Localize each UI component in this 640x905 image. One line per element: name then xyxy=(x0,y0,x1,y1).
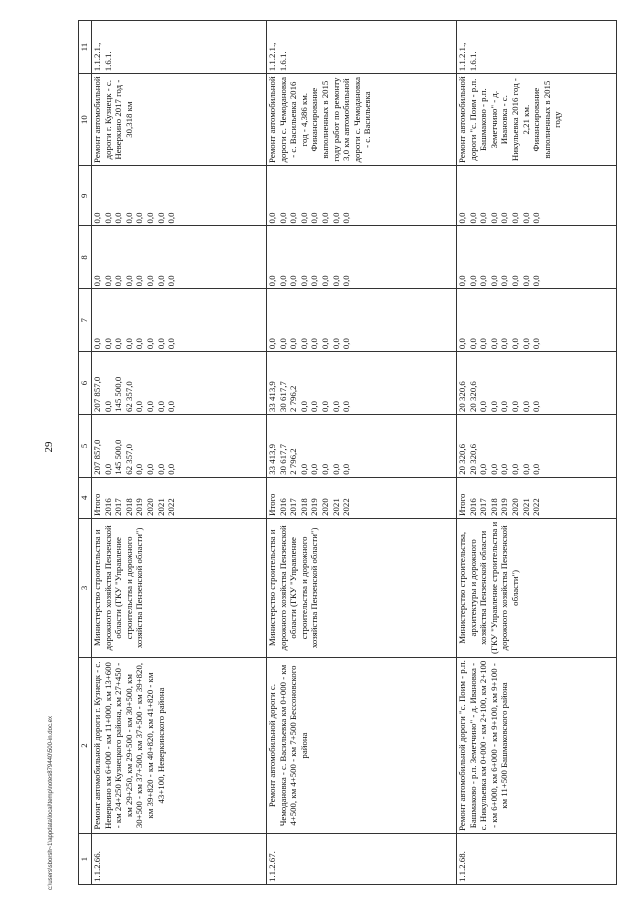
total-values xyxy=(457,414,617,477)
value-cell: 0,0 xyxy=(309,338,320,350)
local-values xyxy=(267,226,457,289)
column-number: 5 xyxy=(79,414,92,477)
value-cell: 30 617,7 xyxy=(277,381,288,412)
value-cell: 0,0 xyxy=(113,212,124,224)
local-values xyxy=(92,226,267,289)
year-cell: 2020 xyxy=(144,498,155,516)
value-cell: 0,0 xyxy=(499,212,510,224)
year-cell: 2019 xyxy=(499,498,510,516)
footer-file-path: c:\users\sborsh~1\appdata\local\temp\notes879440\500-in.doc.ex xyxy=(48,716,54,890)
value-cell: 0,0 xyxy=(102,400,113,412)
value-cell: 0,0 xyxy=(155,212,166,224)
value-cell: 0,0 xyxy=(531,400,542,412)
value-cell: 0,0 xyxy=(134,275,145,287)
value-cell: 207 857,0 xyxy=(92,376,102,412)
federal-values xyxy=(267,289,457,352)
value-cell: 0,0 xyxy=(488,463,499,475)
value-cell: 0,0 xyxy=(155,400,166,412)
year-cell: 2016 xyxy=(277,498,288,516)
value-cell: 0,0 xyxy=(341,463,352,475)
row-id: 1.1.2.66. xyxy=(92,834,267,885)
value-cell: 0,0 xyxy=(92,275,102,287)
value-cell: 145 500,0 xyxy=(113,439,124,475)
value-cell: 0,0 xyxy=(467,275,478,287)
value-cell: 0,0 xyxy=(499,338,510,350)
local-values xyxy=(457,226,617,289)
value-cell: 0,0 xyxy=(319,212,330,224)
year-cell: 2021 xyxy=(330,498,341,516)
value-cell: 0,0 xyxy=(144,275,155,287)
value-cell: 0,0 xyxy=(330,338,341,350)
row-executor: Министерство строительства, архитектуры и дорожного хозяйства Пензенской области (ГКУ "Управление строительства и дорожного хозяйства Пензенской области") xyxy=(457,518,617,657)
column-number: 6 xyxy=(79,352,92,415)
value-cell: 0,0 xyxy=(478,463,489,475)
value-cell: 145 500,0 xyxy=(113,376,124,412)
value-cell: 0,0 xyxy=(488,400,499,412)
value-cell: 0,0 xyxy=(499,400,510,412)
table-row xyxy=(92,21,267,885)
other-values xyxy=(457,166,617,226)
row-description: Ремонт автомобильной дороги "с. Поим - р.п. Башмаково - р.п. Земетчино" - д. Ивановка - с. Никульевка км 0+000 - км 2+100, км 2+100 - км 6+000, км 6+000 - км 9+100, км 9+100 - км 11+500 Башмаковского района xyxy=(457,657,617,833)
value-cell: 62 357,0 xyxy=(123,381,134,412)
value-cell: 33 413,9 xyxy=(267,381,277,412)
value-cell: 0,0 xyxy=(478,212,489,224)
federal-values xyxy=(92,289,267,352)
row-ref: 1.1.2.1., 1.6.1. xyxy=(457,21,617,74)
value-cell: 0,0 xyxy=(509,212,520,224)
year-cell: Итого xyxy=(92,493,102,516)
value-cell: 62 357,0 xyxy=(123,444,134,475)
value-cell: 0,0 xyxy=(102,275,113,287)
value-cell: 0,0 xyxy=(298,463,309,475)
value-cell: 0,0 xyxy=(155,338,166,350)
value-cell: 0,0 xyxy=(298,212,309,224)
year-cell: 2018 xyxy=(298,498,309,516)
value-cell: 0,0 xyxy=(520,463,531,475)
column-number: 7 xyxy=(79,289,92,352)
value-cell: 30 617,7 xyxy=(277,444,288,475)
value-cell: 0,0 xyxy=(298,338,309,350)
row-executor: Министерство строительства и дорожного хозяйства Пензенской области (ГКУ "Управление строительства и дорожного хозяйства Пензенской области") xyxy=(92,518,267,657)
row-result: Ремонт автомобильной дороги "с. Поим - р.п. Башмаково - р.п. Земетчино" - д. Ивановка - с. Никульевка 2016 год - 2,21 км. Финансирование выполненных в 2015 году xyxy=(457,74,617,166)
value-cell: 0,0 xyxy=(267,338,277,350)
value-cell: 0,0 xyxy=(288,275,299,287)
value-cell: 0,0 xyxy=(319,463,330,475)
value-cell: 0,0 xyxy=(309,400,320,412)
value-cell: 0,0 xyxy=(509,338,520,350)
value-cell: 0,0 xyxy=(267,275,277,287)
value-cell: 0,0 xyxy=(520,212,531,224)
year-cell: 2017 xyxy=(478,498,489,516)
value-cell: 0,0 xyxy=(123,275,134,287)
value-cell: 0,0 xyxy=(134,463,145,475)
row-executor: Министерство строительства и дорожного хозяйства Пензенской области (ГКУ "Управление строительства и дорожного хозяйства Пензенской области") xyxy=(267,518,457,657)
value-cell: 0,0 xyxy=(520,275,531,287)
value-cell: 0,0 xyxy=(509,463,520,475)
value-cell: 0,0 xyxy=(155,275,166,287)
year-cell: 2018 xyxy=(488,498,499,516)
value-cell: 0,0 xyxy=(144,212,155,224)
value-cell: 0,0 xyxy=(319,338,330,350)
year-list xyxy=(457,477,617,518)
year-cell: 2018 xyxy=(123,498,134,516)
value-cell: 0,0 xyxy=(467,338,478,350)
year-cell: 2019 xyxy=(134,498,145,516)
value-cell: 0,0 xyxy=(488,212,499,224)
value-cell: 20 320,6 xyxy=(457,444,467,475)
value-cell: 0,0 xyxy=(288,212,299,224)
year-list xyxy=(92,477,267,518)
row-id: 1.1.2.68. xyxy=(457,834,617,885)
value-cell: 0,0 xyxy=(520,338,531,350)
year-cell: 2019 xyxy=(309,498,320,516)
column-number: 8 xyxy=(79,226,92,289)
year-cell: 2021 xyxy=(520,498,531,516)
value-cell: 0,0 xyxy=(277,338,288,350)
row-description: Ремонт автомобильной дороги с. Чемодановка - с. Васильевка км 0+000 - км 4+500, км 4+500 - км 7+500 Бессоновского района xyxy=(267,657,457,833)
column-number-row xyxy=(79,21,92,885)
value-cell: 0,0 xyxy=(144,400,155,412)
year-cell: 2021 xyxy=(155,498,166,516)
value-cell: 0,0 xyxy=(509,400,520,412)
rotated-table-page xyxy=(78,20,618,885)
value-cell: 0,0 xyxy=(144,338,155,350)
value-cell: 0,0 xyxy=(478,400,489,412)
value-cell: 0,0 xyxy=(113,338,124,350)
value-cell: 0,0 xyxy=(267,212,277,224)
value-cell: 0,0 xyxy=(134,212,145,224)
value-cell: 20 320,6 xyxy=(467,444,478,475)
column-number: 3 xyxy=(79,518,92,657)
year-cell: Итого xyxy=(457,493,467,516)
year-cell: 2017 xyxy=(288,498,299,516)
row-description: Ремонт автомобильной дороги г. Кузнецк - с. Неверкино км 6+000 - км 11+000, км 13+600 - км 24+250 Кузнецкого района, км 27+450 - км 29+250, км 29+500 - км 30+500, км 30+500 - км 37+500, км 37+500 - км 39+820, км 39+820 - км 40+820, км 41+820 - км 43+100, Неверкинского района xyxy=(92,657,267,833)
value-cell: 0,0 xyxy=(531,212,542,224)
value-cell: 0,0 xyxy=(298,400,309,412)
value-cell: 0,0 xyxy=(341,400,352,412)
table-row xyxy=(267,21,457,885)
year-cell: 2016 xyxy=(467,498,478,516)
total-values xyxy=(267,414,457,477)
value-cell: 0,0 xyxy=(531,463,542,475)
column-number: 1 xyxy=(79,834,92,885)
row-ref: 1.1.2.1., 1.6.1. xyxy=(267,21,457,74)
value-cell: 0,0 xyxy=(134,338,145,350)
other-values xyxy=(267,166,457,226)
value-cell: 0,0 xyxy=(102,338,113,350)
budget-table xyxy=(78,20,617,885)
value-cell: 0,0 xyxy=(166,275,177,287)
value-cell: 0,0 xyxy=(123,212,134,224)
value-cell: 0,0 xyxy=(277,275,288,287)
value-cell: 33 413,9 xyxy=(267,444,277,475)
federal-values xyxy=(457,289,617,352)
year-cell: 2016 xyxy=(102,498,113,516)
regional-values xyxy=(457,352,617,415)
regional-values xyxy=(92,352,267,415)
value-cell: 0,0 xyxy=(330,212,341,224)
year-cell: 2022 xyxy=(341,498,352,516)
value-cell: 0,0 xyxy=(330,400,341,412)
column-number: 10 xyxy=(79,74,92,166)
year-cell: 2022 xyxy=(531,498,542,516)
value-cell: 0,0 xyxy=(166,212,177,224)
value-cell: 0,0 xyxy=(330,275,341,287)
value-cell: 0,0 xyxy=(467,212,478,224)
page-number: 29 xyxy=(43,441,55,453)
value-cell: 2 796,2 xyxy=(288,448,299,475)
value-cell: 0,0 xyxy=(319,400,330,412)
row-ref: 1.1.2.1., 1.6.1. xyxy=(92,21,267,74)
value-cell: 0,0 xyxy=(319,275,330,287)
value-cell: 0,0 xyxy=(298,275,309,287)
value-cell: 0,0 xyxy=(499,275,510,287)
year-list xyxy=(267,477,457,518)
value-cell: 2 796,2 xyxy=(288,385,299,412)
value-cell: 0,0 xyxy=(144,463,155,475)
value-cell: 0,0 xyxy=(92,338,102,350)
year-cell: 2020 xyxy=(509,498,520,516)
value-cell: 0,0 xyxy=(309,212,320,224)
value-cell: 0,0 xyxy=(520,400,531,412)
value-cell: 0,0 xyxy=(531,338,542,350)
value-cell: 0,0 xyxy=(123,338,134,350)
value-cell: 0,0 xyxy=(488,275,499,287)
column-number: 11 xyxy=(79,21,92,74)
value-cell: 0,0 xyxy=(457,212,467,224)
value-cell: 0,0 xyxy=(531,275,542,287)
value-cell: 0,0 xyxy=(277,212,288,224)
value-cell: 0,0 xyxy=(341,212,352,224)
regional-values xyxy=(267,352,457,415)
value-cell: 0,0 xyxy=(457,338,467,350)
year-cell: 2020 xyxy=(319,498,330,516)
total-values xyxy=(92,414,267,477)
row-result: Ремонт автомобильной дороги г. Кузнецк - с. Неверкино 2017 год - 30,318 км xyxy=(92,74,267,166)
value-cell: 0,0 xyxy=(509,275,520,287)
value-cell: 0,0 xyxy=(341,338,352,350)
value-cell: 0,0 xyxy=(330,463,341,475)
value-cell: 0,0 xyxy=(102,212,113,224)
value-cell: 0,0 xyxy=(457,275,467,287)
row-id: 1.1.2.67. xyxy=(267,834,457,885)
value-cell: 20 320,6 xyxy=(457,381,467,412)
other-values xyxy=(92,166,267,226)
year-cell: 2022 xyxy=(166,498,177,516)
value-cell: 20 320,6 xyxy=(467,381,478,412)
value-cell: 0,0 xyxy=(155,463,166,475)
value-cell: 0,0 xyxy=(288,338,299,350)
value-cell: 0,0 xyxy=(92,212,102,224)
value-cell: 0,0 xyxy=(113,275,124,287)
value-cell: 0,0 xyxy=(499,463,510,475)
value-cell: 207 857,0 xyxy=(92,439,102,475)
year-cell: Итого xyxy=(267,493,277,516)
value-cell: 0,0 xyxy=(166,400,177,412)
row-result: Ремонт автомобильной дороги с. Чемодановка - с. Васильевка 2016 год - 4,386 км. Финансирование выполненных в 2015 году работ по ремонту 3,0 км автомобильной дороги с. Чемодановка - с. Васильевка xyxy=(267,74,457,166)
column-number: 9 xyxy=(79,166,92,226)
value-cell: 0,0 xyxy=(134,400,145,412)
column-number: 2 xyxy=(79,657,92,833)
value-cell: 0,0 xyxy=(478,275,489,287)
value-cell: 0,0 xyxy=(102,463,113,475)
year-cell: 2017 xyxy=(113,498,124,516)
value-cell: 0,0 xyxy=(309,463,320,475)
value-cell: 0,0 xyxy=(166,338,177,350)
value-cell: 0,0 xyxy=(478,338,489,350)
value-cell: 0,0 xyxy=(488,338,499,350)
column-number: 4 xyxy=(79,477,92,518)
value-cell: 0,0 xyxy=(341,275,352,287)
value-cell: 0,0 xyxy=(166,463,177,475)
table-row xyxy=(457,21,617,885)
value-cell: 0,0 xyxy=(309,275,320,287)
